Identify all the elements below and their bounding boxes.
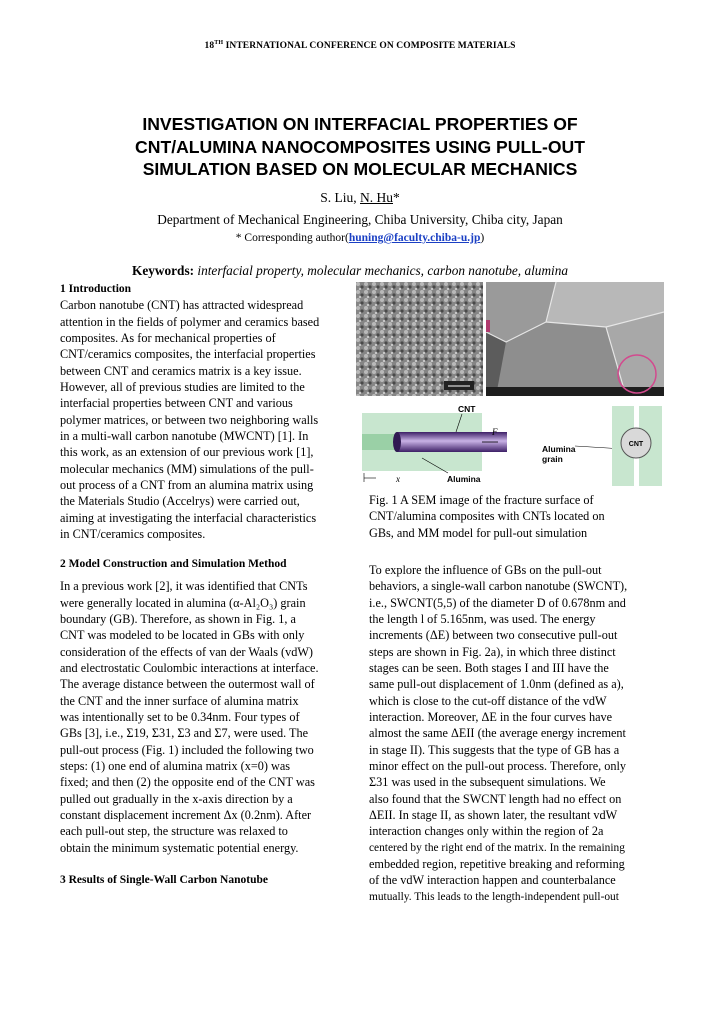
text-line: the Materials Studio (Accelrys) were carried out,: [60, 494, 300, 509]
text-line: in stage II). This suggests that the type of GB has a: [369, 742, 620, 757]
x-axis-label: x: [396, 474, 400, 484]
section-introduction: [60, 281, 345, 542]
text-line: in CNT/ceramics composites.: [60, 526, 206, 541]
text-line: pulled out gradually in the x-axis direction by a: [60, 791, 293, 806]
cnt-circle-label: CNT: [628, 441, 644, 448]
force-label: F: [492, 427, 498, 437]
section-heading: 1 Introduction: [60, 283, 132, 295]
text-line: attention in the fields of polymer and ceramics based: [60, 314, 320, 329]
caption-line: CNT/alumina composites with CNTs located on: [369, 509, 605, 524]
text-line: of the vdW interaction happen and counterbalance: [369, 873, 616, 888]
text-line: were generally located in alumina (α-Al₂O₃) grain: [60, 595, 306, 610]
section-heading: 2 Model Construction and Simulation Method: [60, 558, 287, 570]
sem-image-grain-boundary: [486, 282, 664, 396]
text-line: interaction changes only within the region of 2a: [369, 824, 604, 839]
text-line: fixed; and then (2) the opposite end of the CNT was: [60, 775, 315, 790]
text-line: and electrostatic Coulombic interactions at interface.: [60, 660, 319, 675]
text-line: polymer matrices, or between two neighboring walls: [60, 412, 319, 427]
cnt-label: CNT: [458, 404, 476, 414]
corresponding-author: N. Hu: [360, 190, 393, 205]
zoom-marker: [486, 320, 490, 332]
text-line: steps are shown in Fig. 2a), in which three distinct: [369, 644, 616, 659]
keywords: Keywords: interfacial property, molecular mechanics, carbon nanotube, alumina: [132, 263, 569, 278]
title-line: SIMULATION BASED ON MOLECULAR MECHANICS: [142, 159, 578, 180]
text-line: the CNT and the inner surface of alumina matrix: [60, 693, 299, 708]
text-line: minor effect on the pull-out process. Therefore, only: [369, 758, 627, 773]
author-list: S. Liu, N. Hu*: [320, 190, 400, 205]
affiliation: Department of Mechanical Engineering, Chiba University, Chiba city, Japan: [157, 212, 563, 227]
text-line: between CNT and ceramics matrix is a key issue.: [60, 363, 302, 378]
text-line: interaction. Moreover, ΔE in the four curves have: [369, 709, 613, 724]
svg-text:grain: grain: [542, 454, 563, 464]
email-link[interactable]: huning@faculty.chiba-u.jp: [348, 232, 481, 244]
text-line: this work, as an extension of our previous work [1],: [60, 445, 314, 460]
text-line: Carbon nanotube (CNT) has attracted widespread: [60, 298, 304, 313]
text-line: embedded region, repetitive breaking and reforming: [369, 856, 625, 871]
conference-header: 18TH INTERNATIONAL CONFERENCE ON COMPOSITE MATERIALS: [204, 40, 516, 52]
text-line: pull-out process (Fig. 1) included the following two: [60, 742, 314, 757]
text-line: Σ31 was used in the subsequent simulations. We: [369, 775, 606, 790]
alumina-label: Alumina: [447, 474, 481, 484]
svg-text:Alumina: Alumina: [542, 444, 576, 454]
text-line: boundary (GB). Therefore, as shown in Fig. 1, a: [60, 611, 296, 626]
text-line: To explore the influence of GBs on the pull-out: [369, 563, 602, 577]
text-line: centered by the right end of the matrix. In the remaining: [369, 841, 625, 854]
figure-caption: [369, 492, 662, 541]
text-line: consideration of the effects of van der Waals (vdW): [60, 644, 313, 659]
section-model: [60, 556, 345, 856]
title-line: CNT/ALUMINA NANOCOMPOSITES USING PULL-OUT: [135, 136, 585, 157]
text-line: constant displacement increment Δx (0.2nm). After: [60, 807, 312, 822]
mm-pullout-model: [362, 398, 662, 486]
results-text: [369, 562, 661, 905]
text-line: increments (ΔE) between two consecutive pull-out: [369, 628, 618, 643]
text-line: molecular mechanics (MM) simulations of the pull-: [60, 461, 314, 476]
text-line: steps: (1) one end of alumina matrix (x=0) was: [60, 758, 291, 773]
correspondence: * Corresponding author(huning@faculty.chiba-u.jp): [235, 232, 485, 244]
text-line: The average distance between the outermost wall of: [60, 677, 315, 692]
text-line: ΔEII. In stage II, as shown later, the resultant vdW: [369, 807, 618, 822]
text-line: also found that the SWCNT length had no effect on: [369, 791, 622, 806]
text-line: GBs [3], i.e., Σ19, Σ31, Σ3 and Σ7, were used. The: [60, 726, 309, 741]
section-heading: 3 Results of Single-Wall Carbon Nanotube: [60, 874, 268, 886]
text-line: mutually. This leads to the length-independent pull-out: [369, 890, 619, 903]
text-line: each pull-out step, the structure was relaxed to: [60, 824, 288, 839]
text-line: was intentionally set to be 0.34nm. Four types of: [60, 709, 300, 724]
paper-title: [60, 113, 660, 181]
title-line: INVESTIGATION ON INTERFACIAL PROPERTIES OF: [142, 114, 578, 134]
text-line: same pull-out displacement of 1.0nm (defined as a),: [369, 677, 624, 692]
text-line: behaviors, a single-wall carbon nanotube (SWCNT),: [369, 579, 628, 594]
text-line: In a previous work [2], it was identified that CNTs: [60, 579, 308, 594]
text-line: aiming at investigating the interfacial characteristics: [60, 510, 317, 525]
text-line: stages can be seen. Both stages I and III have the: [369, 660, 609, 675]
caption-line: GBs, and MM model for pull-out simulation: [369, 525, 588, 540]
caption-line: Fig. 1 A SEM image of the fracture surface of: [369, 493, 594, 507]
text-line: which is close to the cut-off distance of the vdW: [369, 693, 607, 708]
text-line: in a multi-wall carbon nanotube (MWCNT) [1]. In: [60, 428, 309, 443]
text-line: obtain the minimum systematic potential energy.: [60, 840, 299, 855]
text-line: interfacial properties between CNT and various: [60, 396, 293, 411]
text-line: the length l of 5.165nm, was used. The energy: [369, 611, 596, 626]
sem-image-fracture-surface: [356, 282, 483, 396]
text-line: However, all of previous studies are limited to the: [60, 379, 305, 394]
text-line: CNT was modeled to be located in GBs with only: [60, 628, 305, 643]
text-line: composites. As for mechanical properties of: [60, 330, 276, 345]
text-line: CNT/ceramics composites, the interfacial properties: [60, 347, 316, 362]
text-line: almost the same ΔEII (the average energy increment: [369, 726, 626, 741]
text-line: out process of a CNT from an alumina matrix using: [60, 477, 314, 492]
text-line: i.e., SWCNT(5,5) of the diameter D of 0.678nm and: [369, 595, 626, 610]
